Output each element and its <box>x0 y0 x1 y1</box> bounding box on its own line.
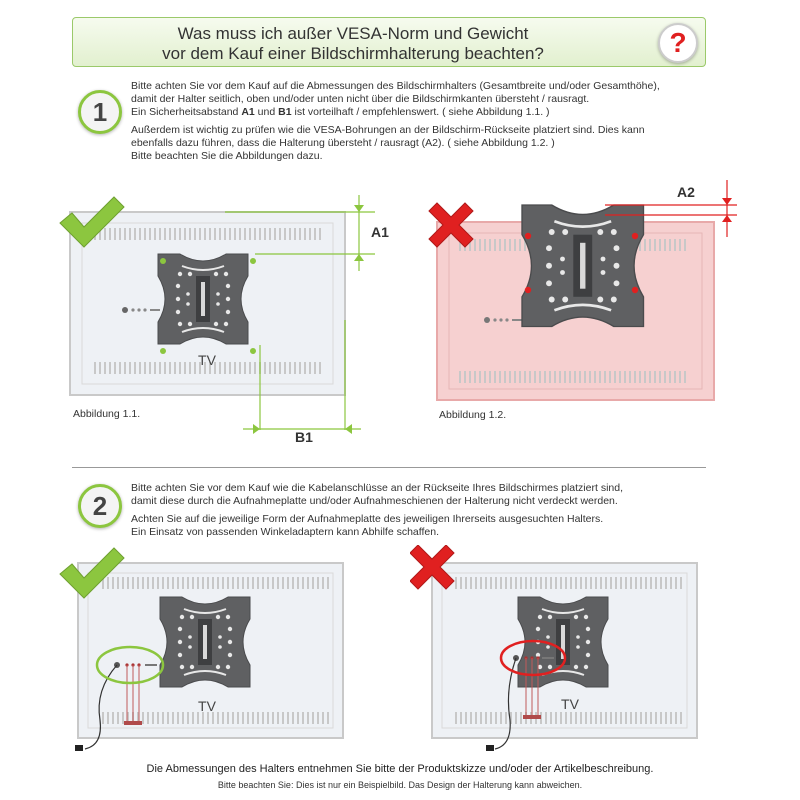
figure-2-right <box>410 545 720 760</box>
footer-disclaimer: Bitte beachten Sie: Dies ist nur ein Beispielbild. Das Design der Halterung kann abweichen. <box>217 780 583 790</box>
figure-2-left <box>55 545 375 760</box>
label-a2: A2 <box>677 184 695 200</box>
figure-1-2 <box>425 175 745 405</box>
label-b1: B1 <box>295 429 313 445</box>
header-banner <box>72 17 706 67</box>
section2-paragraph-1: Bitte achten Sie vor dem Kauf wie die Kabelanschlüsse an der Rückseite Ihres Bildschirmes platziert sind, damit diese durch die Aufnahmeplatte und/oder Aufnahmeschienen der Halterung nicht verdeckt werden. <box>131 482 623 507</box>
tv-label: TV <box>198 352 216 368</box>
wall-mount-plate <box>522 205 644 327</box>
tv-label: TV <box>561 696 579 712</box>
step-number-1: 1 <box>78 90 122 134</box>
figure-1-1-caption: Abbildung 1.1. <box>73 408 141 420</box>
label-a1: A1 <box>371 224 389 240</box>
section1-paragraph-2: Außerdem ist wichtig zu prüfen wie die VESA-Bohrungen an der Bildschirm-Rückseite platziert sind. Dies kann ebenfalls dazu führen, dass die Halterung übersteht / rausragt (A2). ( siehe Abbildung 1.2. ) Bitte beachten Sie die Abbildungen dazu. <box>131 124 645 162</box>
wall-mount-plate <box>160 597 250 687</box>
tv-label: TV <box>198 698 216 714</box>
page-title: Was muss ich außer VESA-Norm und Gewicht vor dem Kauf einer Bildschirmhalterung beachten? <box>162 24 544 63</box>
section2-paragraph-2: Achten Sie auf die jeweilige Form der Aufnahmeplatte des jeweiligen Ihrerseits ausgesuchten Halters. Ein Einsatz von passenden Winkeladaptern kann Abhilfe schaffen. <box>131 513 604 538</box>
figure-1-1 <box>55 185 395 445</box>
section1-paragraph-1: Bitte achten Sie vor dem Kauf auf die Abmessungen des Bildschirmhalters (Gesamtbreite und/oder Gesamthöhe), damit der Halter seitlich, oben und/oder unten nicht über die Bildschirmkanten übersteht / rausragt. Ein Sicherheitsabstand A1 und B1 ist vorteilhaft / empfehlenswert. ( siehe Abbildung 1.1. ) <box>131 80 660 118</box>
footer-note: Die Abmessungen des Halters entnehmen Sie bitte der Produktskizze und/oder der Artikelbeschreibung. <box>146 763 654 775</box>
wall-mount-plate <box>158 254 248 344</box>
question-mark-icon: ? <box>658 23 698 63</box>
section-divider <box>72 467 706 468</box>
step-number-2: 2 <box>78 484 122 528</box>
figure-1-2-caption: Abbildung 1.2. <box>439 409 507 421</box>
